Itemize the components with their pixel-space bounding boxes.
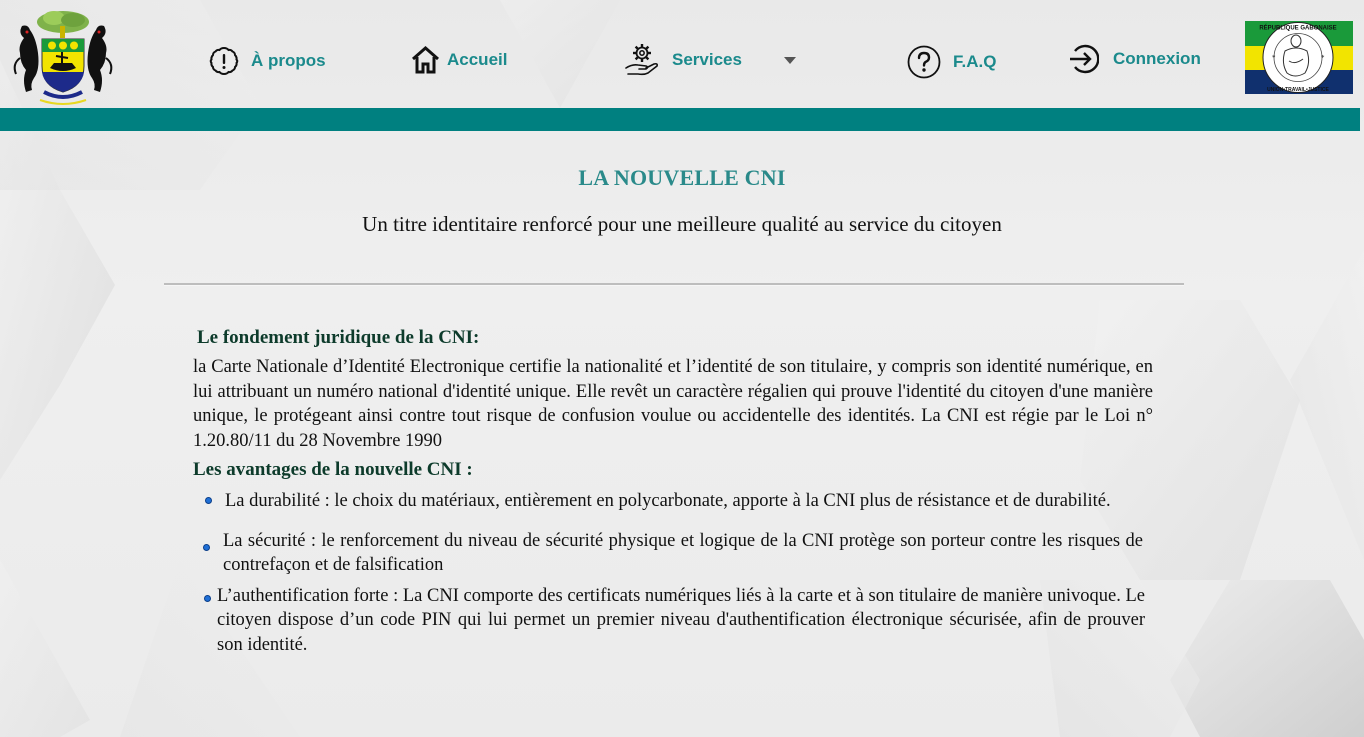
- seal-text-bottom: UNION•TRAVAIL•JUSTICE: [1267, 87, 1329, 93]
- article-body: [193, 327, 1153, 657]
- advantages-list: [193, 489, 1153, 657]
- advantage-text: La sécurité : le renforcement du niveau de sécurité physique et logique de la CNI protège son porteur contre les risques de contrefaçon et de falsification: [223, 530, 1143, 575]
- nav-a-propos-label: À propos: [251, 51, 326, 70]
- nav-accueil[interactable]: [410, 45, 507, 75]
- exclamation-badge-icon: [209, 46, 239, 76]
- nav-faq-label: F.A.Q: [953, 52, 997, 71]
- svg-text:*: *: [1321, 54, 1325, 62]
- main-content: [0, 131, 1364, 737]
- advantage-text: La durabilité : le choix du matériaux, entièrement en polycarbonate, apporte à la CNI plus de résistance et de durabilité.: [225, 491, 1111, 511]
- legal-basis-paragraph: la Carte Nationale d’Identité Electronique certifie la nationalité et l’identité de son titulaire, y compris son identité numérique, en lui attribuant un numéro national d'identité unique. Elle revêt un caractère régalien qui prouve l'identité du citoyen d'une manière unique, le protégeant ainsi contre tout risque de confusion voulue ou accidentelle des identités. La CNI est régie par le Loi n° 1.20.80/11 du 28 Novembre 1990: [193, 357, 1153, 451]
- advantage-item-durabilite: [225, 489, 1145, 514]
- header-accent-bar: [0, 108, 1360, 131]
- seal-text-top: RÉPUBLIQUE GABONAISE: [1259, 25, 1337, 32]
- nav-faq[interactable]: [907, 45, 996, 79]
- bullet-icon: [204, 595, 211, 602]
- republique-gabonaise-flag-seal: [1245, 21, 1353, 94]
- advantages-heading: Les avantages de la nouvelle CNI :: [193, 459, 473, 480]
- chevron-down-icon[interactable]: [784, 57, 796, 64]
- site-header: [0, 0, 1364, 108]
- page-title: LA NOUVELLE CNI: [578, 165, 786, 190]
- page-subtitle: Un titre identitaire renforcé pour une meilleure qualité au service du citoyen: [362, 212, 1002, 236]
- nav-connexion-label: Connexion: [1113, 49, 1201, 68]
- nav-connexion[interactable]: [1069, 43, 1201, 75]
- advantage-item-securite: [223, 529, 1143, 578]
- section-divider: [164, 283, 1184, 286]
- home-icon: [410, 45, 441, 75]
- nav-a-propos[interactable]: [209, 46, 326, 76]
- nav-accueil-label: Accueil: [447, 50, 508, 69]
- nav-services[interactable]: [624, 42, 796, 78]
- advantage-text: L’authentification forte : La CNI comporte des certificats numériques liés à la carte et à son titulaire de manière univoque. Le citoyen dispose d’un code PIN qui lui permet un premier niveau d'authentification électronique sécurisée, afin de prouver son identité.: [217, 585, 1145, 655]
- question-circle-icon: [907, 45, 941, 79]
- bullet-icon: [203, 544, 210, 551]
- advantage-item-authentification: [217, 584, 1145, 658]
- coat-of-arms-logo[interactable]: [10, 8, 116, 108]
- bullet-icon: [205, 497, 212, 504]
- svg-text:*: *: [1272, 54, 1276, 62]
- gear-hand-icon: [624, 42, 660, 78]
- legal-basis-heading: Le fondement juridique de la CNI:: [197, 327, 480, 348]
- nav-services-label: Services: [672, 50, 742, 69]
- login-arrow-icon: [1069, 43, 1099, 75]
